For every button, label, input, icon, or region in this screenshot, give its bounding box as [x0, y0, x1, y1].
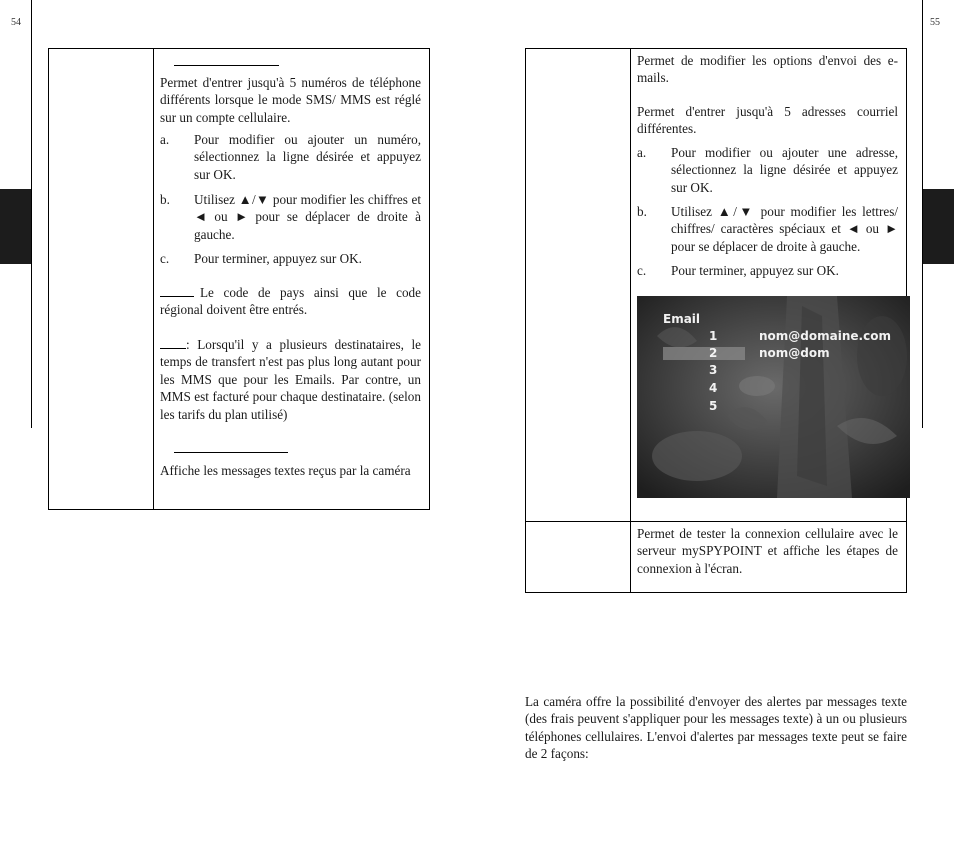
screen-row-1-value: nom@domaine.com: [759, 329, 891, 343]
chapter-tab-right: [923, 189, 954, 264]
email-step-c: [637, 262, 898, 280]
messages-heading-rule: [174, 452, 288, 453]
step-label: a.: [160, 132, 170, 147]
step-text: Pour modifier ou ajouter une adresse, sélectionnez la ligne désirée et appuyez sur OK.: [671, 145, 898, 195]
sms-numbers-description: Permet d'entrer jusqu'à 5 numéros de téléphone différents lorsque le mode SMS/ MMS est réglé sur un compte cellulaire.: [160, 75, 421, 125]
step-text: Pour terminer, appuyez sur OK.: [671, 263, 839, 278]
sms-step-c: [160, 250, 421, 268]
sms-step-b: [160, 191, 421, 243]
step-label: a.: [637, 145, 647, 160]
email-table-divider: [630, 48, 631, 593]
screen-row-5-number: 5: [709, 399, 718, 413]
page-margin-line-left: [31, 0, 32, 428]
step-label: b.: [160, 192, 170, 207]
screen-title: Email: [663, 312, 701, 326]
email-table-row-separator: [525, 521, 907, 522]
step-label: c.: [637, 263, 647, 278]
page-number-right: 55: [930, 17, 940, 28]
step-text: Utilisez ▲/▼ pour modifier les chiffres et ◄ ou ► pour se déplacer de droite à gauche.: [194, 192, 421, 242]
note-heading-rule: [160, 348, 186, 349]
chapter-tab-left: [0, 189, 31, 264]
screen-row-3-number: 3: [709, 363, 718, 377]
messages-description: Affiche les messages textes reçus par la caméra: [160, 463, 411, 478]
email-step-b: [637, 203, 898, 255]
step-text: Pour modifier ou ajouter un numéro, sélectionnez la ligne désirée et appuyez sur OK.: [194, 132, 421, 182]
screen-row-2-number: 2: [709, 346, 718, 360]
sms-step-a: [160, 131, 421, 183]
step-text: Pour terminer, appuyez sur OK.: [194, 251, 362, 266]
email-step-a: [637, 144, 898, 196]
step-label: b.: [637, 204, 647, 219]
note-multiple-recipients: [160, 336, 421, 423]
email-intro: Permet de modifier les options d'envoi des e-mails.: [637, 53, 898, 86]
note-heading-rule: [160, 296, 194, 297]
test-description: Permet de tester la connexion cellulaire avec le serveur mySPYPOINT et affiche les étapes de connexion à l'écran.: [637, 526, 898, 576]
alerts-paragraph: La caméra offre la possibilité d'envoyer des alertes par messages texte (des frais peuvent s'appliquer pour les messages texte) à un ou plusieurs téléphones cellulaires. L'envoi d'alertes par messages texte peut se faire de 2 façons:: [525, 694, 907, 762]
note-text: : Lorsqu'il y a plusieurs destinataires, le temps de transfert n'est pas plus long autant pour les MMS que pour les Emails. Par contre, un MMS est facturé pour chaque destinataire. (selon les tarifs du plan utilisé): [160, 337, 421, 422]
screen-row-2-value: nom@dom: [759, 346, 830, 360]
step-label: c.: [160, 251, 170, 266]
step-text: Utilisez ▲/▼ pour modifier les lettres/ chiffres/ caractères spéciaux et ◄ ou ► pour se déplacer de droite à gauche.: [671, 204, 898, 254]
screen-row-4-number: 4: [709, 381, 718, 395]
camera-email-screen: [637, 296, 910, 498]
email-description: Permet d'entrer jusqu'à 5 adresses courriel différentes.: [637, 104, 898, 137]
note-text: Le code de pays ainsi que le code régional doivent être entrés.: [160, 285, 421, 318]
camouflage-background: [637, 296, 910, 498]
screen-highlight-bar: [663, 347, 745, 360]
sms-table-divider: [153, 48, 154, 510]
screen-row-1-number: 1: [709, 329, 718, 343]
section-heading-rule: [174, 65, 279, 66]
page-number-left: 54: [11, 17, 21, 28]
note-country-code: [160, 284, 421, 319]
